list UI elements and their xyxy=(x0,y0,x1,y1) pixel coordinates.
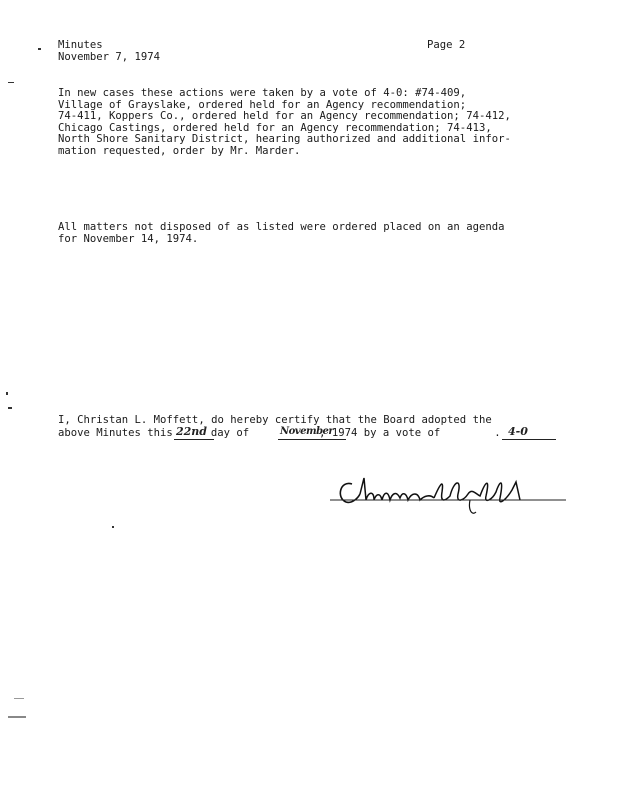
paragraph-line: North Shore Sanitary District, hearing authorized and additional infor- xyxy=(58,133,511,145)
page-number: Page 2 xyxy=(427,39,466,51)
scan-speck xyxy=(38,48,41,50)
certification-line-1: I, Christan L. Moffett, do hereby certify that the Board adopted the xyxy=(58,414,492,426)
paragraph-line: mation requested, order by Mr. Marder. xyxy=(58,144,301,157)
paragraph-line: for November 14, 1974. xyxy=(58,232,199,245)
vote-underline xyxy=(502,439,556,440)
minutes-header xyxy=(58,40,160,63)
paragraph-line: Chicago Castings, ordered held for an Agency recommendation; 74-413, xyxy=(58,121,492,134)
scan-speck xyxy=(112,526,114,528)
handwritten-vote: 4-0 xyxy=(508,425,528,438)
day-underline xyxy=(174,439,214,440)
scan-speck xyxy=(8,716,26,718)
certification-line-2: above Minutes this day of , 1974 by a vote of . xyxy=(58,427,501,439)
new-cases-paragraph xyxy=(58,88,511,157)
minutes-label: Minutes xyxy=(58,39,103,51)
paragraph-line: 74-411, Koppers Co., ordered held for an Agency recommendation; 74-412, xyxy=(58,110,511,122)
scan-speck xyxy=(8,407,12,409)
handwritten-day: 22nd xyxy=(176,425,207,438)
scan-speck xyxy=(6,392,8,395)
paragraph-line: In new cases these actions were taken by a vote of 4-0: #74-409, xyxy=(58,87,467,99)
signature xyxy=(330,470,570,520)
scan-speck xyxy=(8,82,14,83)
scan-speck xyxy=(14,698,24,699)
paragraph-line: Village of Grayslake, ordered held for an Agency recommendation; xyxy=(58,98,467,111)
handwritten-month: November xyxy=(280,426,334,437)
paragraph-line: All matters not disposed of as listed were ordered placed on an agenda xyxy=(58,221,505,233)
agenda-paragraph xyxy=(58,222,504,245)
month-underline xyxy=(278,439,346,440)
minutes-date: November 7, 1974 xyxy=(58,50,161,63)
